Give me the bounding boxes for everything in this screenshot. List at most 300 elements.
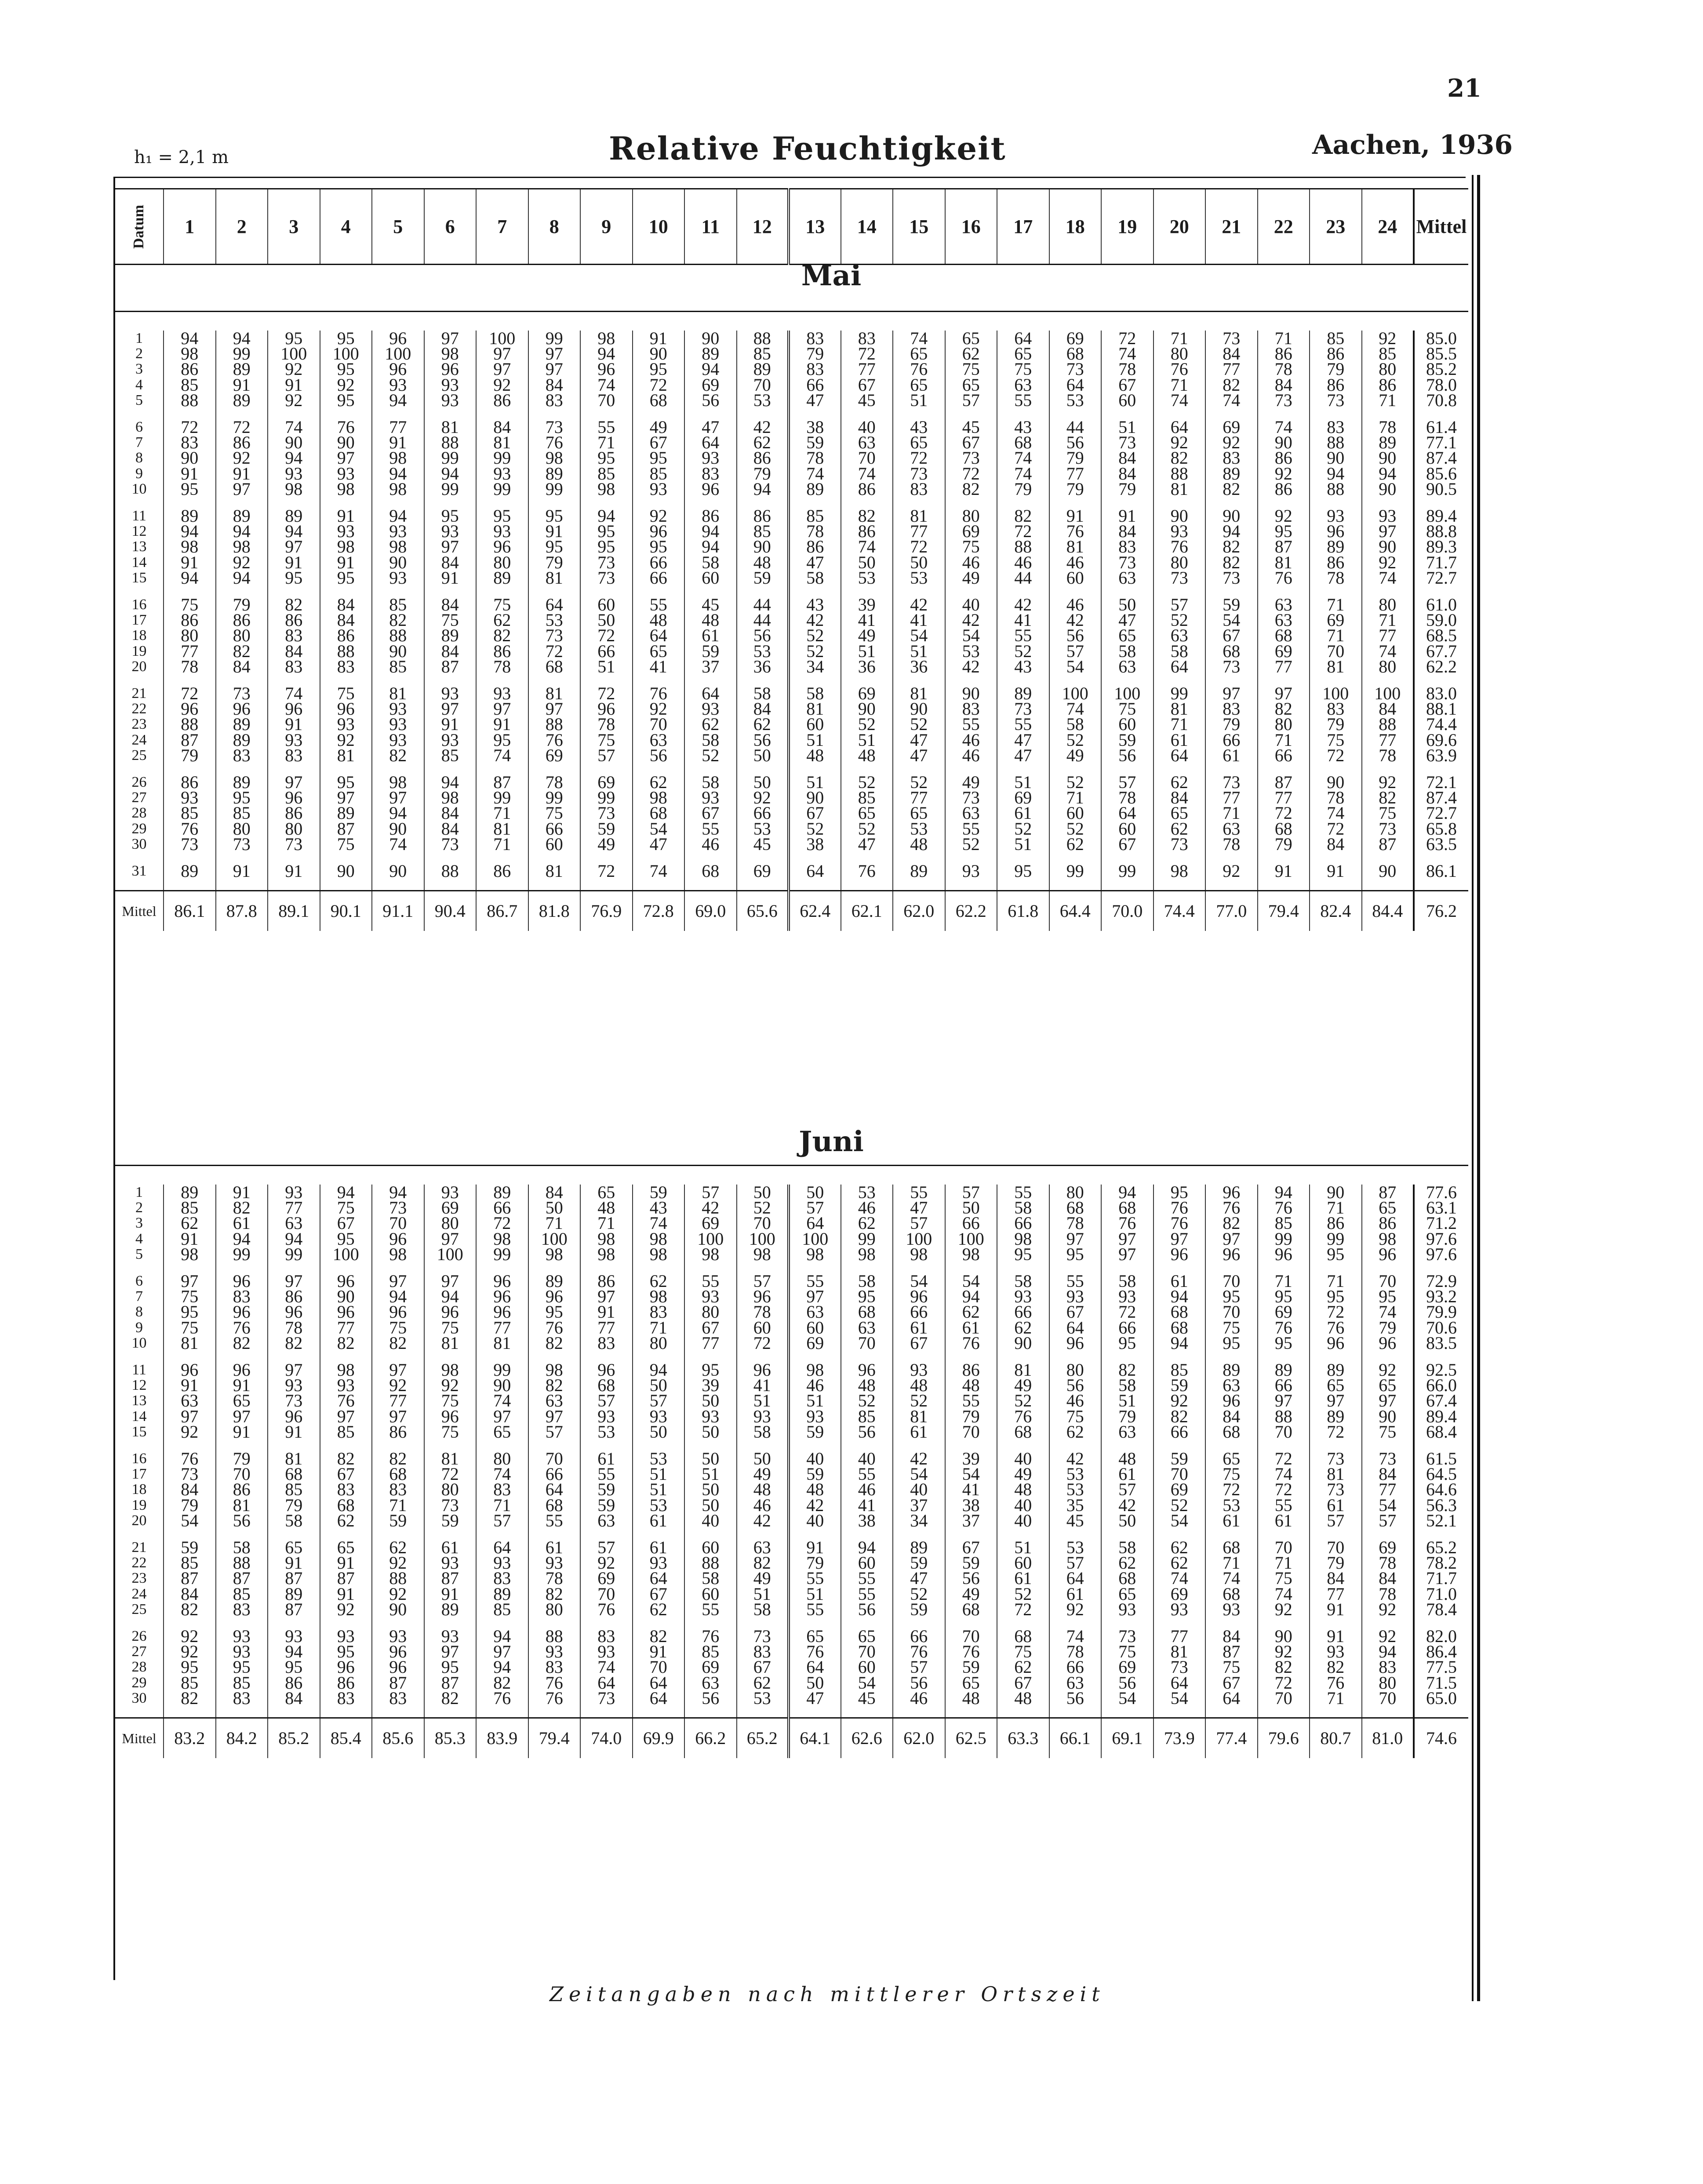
- humidity-cell: 48: [841, 748, 893, 763]
- humidity-cell: 65: [1310, 1377, 1362, 1393]
- humidity-cell: 55: [580, 419, 633, 435]
- humidity-cell: 77: [1154, 1628, 1206, 1644]
- humidity-cell: 54: [1049, 659, 1102, 674]
- humidity-cell: 85: [684, 1644, 737, 1659]
- humidity-cell: 79: [945, 1409, 997, 1424]
- humidity-cell: 53: [737, 1690, 789, 1706]
- humidity-cell: 97: [789, 1289, 841, 1304]
- humidity-cell: 55: [945, 1393, 997, 1408]
- humidity-cell: 62: [684, 716, 737, 732]
- humidity-cell: 94: [268, 523, 320, 539]
- humidity-cell: 92: [1258, 1602, 1310, 1617]
- humidity-cell: 84: [1154, 790, 1206, 805]
- humidity-cell: 89: [216, 361, 268, 377]
- humidity-cell: 79: [789, 1555, 841, 1570]
- humidity-cell: 91: [1258, 863, 1310, 879]
- hourly-mean-cell: 91.1: [372, 891, 424, 931]
- humidity-cell: 63: [945, 805, 997, 821]
- humidity-cell: 91: [268, 1424, 320, 1439]
- humidity-cell: 88: [997, 539, 1049, 554]
- humidity-cell: 93: [424, 1628, 477, 1644]
- humidity-cell: 83: [476, 1482, 528, 1497]
- humidity-cell: 89: [1310, 1362, 1362, 1377]
- humidity-cell: 89: [997, 686, 1049, 701]
- humidity-cell: 95: [320, 361, 372, 377]
- humidity-cell: 93: [268, 1628, 320, 1644]
- humidity-cell: 72: [1310, 821, 1362, 836]
- humidity-cell: 77: [372, 419, 424, 435]
- humidity-cell: 51: [789, 1393, 841, 1408]
- humidity-cell: 86: [1310, 377, 1362, 392]
- humidity-cell: 52: [841, 1393, 893, 1408]
- humidity-cell: 48: [789, 1482, 841, 1497]
- humidity-cell: 91: [164, 466, 216, 481]
- humidity-cell: 95: [268, 1659, 320, 1675]
- humidity-cell: 92: [633, 508, 685, 523]
- humidity-cell: 65: [476, 1424, 528, 1439]
- humidity-cell: 98: [476, 1231, 528, 1246]
- humidity-cell: 87: [164, 732, 216, 748]
- humidity-cell: 65: [997, 346, 1049, 361]
- humidity-cell: 91: [372, 435, 424, 450]
- humidity-cell: 60: [841, 1659, 893, 1675]
- humidity-cell: 53: [1049, 1540, 1102, 1555]
- humidity-cell: 67: [1101, 836, 1154, 852]
- humidity-cell: 61: [216, 1215, 268, 1231]
- hour-header-20: 20: [1154, 189, 1206, 265]
- humidity-cell: 70: [1205, 1304, 1258, 1319]
- humidity-cell: 58: [1154, 643, 1206, 659]
- daily-mean-cell: 86.1: [1414, 863, 1468, 879]
- humidity-cell: 83: [372, 1690, 424, 1706]
- humidity-cell: 43: [893, 419, 945, 435]
- humidity-cell: 98: [320, 1362, 372, 1377]
- humidity-cell: 73: [945, 790, 997, 805]
- humidity-cell: 41: [841, 612, 893, 628]
- humidity-cell: 91: [216, 1424, 268, 1439]
- humidity-cell: 48: [684, 612, 737, 628]
- humidity-cell: 47: [841, 836, 893, 852]
- hourly-mean-cell: 85.3: [424, 1718, 477, 1759]
- humidity-cell: 46: [1049, 1393, 1102, 1408]
- humidity-cell: 78: [476, 659, 528, 674]
- humidity-cell: 58: [1101, 1540, 1154, 1555]
- humidity-cell: 55: [945, 821, 997, 836]
- humidity-cell: 85: [216, 1586, 268, 1602]
- hour-header-4: 4: [320, 189, 372, 265]
- humidity-cell: 90: [1362, 1409, 1414, 1424]
- humidity-cell: 73: [580, 805, 633, 821]
- humidity-cell: 99: [580, 790, 633, 805]
- humidity-cell: 95: [997, 863, 1049, 879]
- humidity-cell: 91: [424, 570, 477, 585]
- humidity-cell: 91: [268, 377, 320, 392]
- humidity-cell: 63: [684, 1675, 737, 1690]
- humidity-cell: 63: [1049, 1675, 1102, 1690]
- humidity-cell: 69: [945, 523, 997, 539]
- humidity-cell: 85: [164, 1555, 216, 1570]
- humidity-cell: 80: [528, 1602, 581, 1617]
- group-spacer: [115, 1706, 1468, 1718]
- humidity-cell: 83: [268, 748, 320, 763]
- humidity-cell: 85: [737, 346, 789, 361]
- humidity-cell: 76: [216, 1320, 268, 1335]
- day-cell: 24: [131, 732, 147, 748]
- humidity-cell: 69: [997, 790, 1049, 805]
- day-cell: 16: [131, 1451, 147, 1467]
- humidity-cell: 91: [216, 863, 268, 879]
- humidity-cell: 78: [528, 1570, 581, 1586]
- humidity-cell: 68: [1205, 1586, 1258, 1602]
- humidity-cell: 87: [424, 659, 477, 674]
- humidity-cell: 70: [580, 392, 633, 408]
- humidity-cell: 97: [268, 539, 320, 554]
- daily-mean-cell: 87.4: [1414, 790, 1468, 805]
- humidity-cell: 97: [216, 1409, 268, 1424]
- hour-header-10: 10: [633, 189, 685, 265]
- humidity-cell: 96: [737, 1289, 789, 1304]
- humidity-cell: 85: [737, 523, 789, 539]
- humidity-cell: 64: [997, 331, 1049, 346]
- humidity-cell: 92: [1258, 508, 1310, 523]
- group-spacer: [115, 674, 1468, 686]
- humidity-cell: 66: [893, 1304, 945, 1319]
- humidity-cell: 55: [789, 1602, 841, 1617]
- humidity-cell: 46: [841, 1482, 893, 1497]
- humidity-cell: 100: [945, 1231, 997, 1246]
- humidity-cell: 99: [268, 1246, 320, 1262]
- humidity-cell: 86: [320, 628, 372, 643]
- humidity-cell: 94: [1362, 466, 1414, 481]
- humidity-cell: 90: [164, 450, 216, 465]
- daily-mean-cell: 74.4: [1414, 716, 1468, 732]
- daily-mean-cell: 78.4: [1414, 1602, 1468, 1617]
- humidity-cell: 78: [1362, 419, 1414, 435]
- humidity-cell: 70: [1310, 643, 1362, 659]
- humidity-cell: 84: [320, 612, 372, 628]
- humidity-cell: 49: [945, 1586, 997, 1602]
- humidity-cell: 84: [268, 1690, 320, 1706]
- humidity-cell: 47: [684, 419, 737, 435]
- humidity-cell: 63: [1205, 821, 1258, 836]
- humidity-cell: 67: [320, 1215, 372, 1231]
- humidity-cell: 68: [684, 863, 737, 879]
- humidity-cell: 56: [1101, 1675, 1154, 1690]
- humidity-cell: 73: [1310, 1482, 1362, 1497]
- table-row: [115, 1273, 1468, 1289]
- humidity-cell: 69: [684, 1659, 737, 1675]
- humidity-cell: 76: [684, 1628, 737, 1644]
- humidity-cell: 91: [268, 716, 320, 732]
- day-cell: 12: [131, 523, 147, 539]
- day-cell: 6: [135, 419, 143, 435]
- humidity-cell: 83: [580, 1335, 633, 1351]
- humidity-cell: 96: [1362, 1335, 1414, 1351]
- hourly-mean-cell: 76.9: [580, 891, 633, 931]
- humidity-cell: 72: [580, 686, 633, 701]
- daily-mean-cell: 61.4: [1414, 419, 1468, 435]
- humidity-cell: 60: [841, 1555, 893, 1570]
- humidity-cell: 73: [216, 836, 268, 852]
- humidity-cell: 76: [633, 686, 685, 701]
- humidity-cell: 51: [997, 1540, 1049, 1555]
- humidity-cell: 90: [1362, 481, 1414, 497]
- humidity-cell: 90: [893, 701, 945, 716]
- day-cell: 26: [131, 1628, 147, 1644]
- humidity-cell: 76: [1310, 1320, 1362, 1335]
- humidity-cell: 65: [945, 331, 997, 346]
- humidity-cell: 82: [164, 1690, 216, 1706]
- humidity-cell: 88: [372, 628, 424, 643]
- table-row: [115, 686, 1468, 701]
- humidity-cell: 84: [1101, 450, 1154, 465]
- humidity-cell: 98: [997, 1231, 1049, 1246]
- humidity-cell: 92: [216, 450, 268, 465]
- humidity-cell: 53: [1049, 392, 1102, 408]
- humidity-cell: 75: [1362, 805, 1414, 821]
- humidity-cell: 69: [580, 1570, 633, 1586]
- group-spacer: [115, 1262, 1468, 1273]
- humidity-cell: 75: [320, 836, 372, 852]
- humidity-cell: 91: [268, 1555, 320, 1570]
- humidity-cell: 63: [737, 1540, 789, 1555]
- humidity-cell: 91: [1310, 1602, 1362, 1617]
- hourly-mean-cell: 62.2: [945, 891, 997, 931]
- table-row: [115, 570, 1468, 585]
- humidity-cell: 59: [789, 435, 841, 450]
- humidity-cell: 69: [1205, 419, 1258, 435]
- humidity-cell: 70: [1154, 1466, 1206, 1482]
- humidity-cell: 41: [945, 1482, 997, 1497]
- hourly-mean-row: [115, 891, 1468, 931]
- humidity-cell: 80: [1258, 716, 1310, 732]
- humidity-cell: 71: [580, 435, 633, 450]
- humidity-cell: 89: [216, 732, 268, 748]
- humidity-cell: 80: [1362, 597, 1414, 612]
- humidity-cell: 94: [684, 361, 737, 377]
- daily-mean-cell: 71.5: [1414, 1675, 1468, 1690]
- humidity-cell: 95: [528, 508, 581, 523]
- humidity-cell: 99: [216, 346, 268, 361]
- humidity-cell: 97: [424, 331, 477, 346]
- daily-mean-cell: 70.6: [1414, 1320, 1468, 1335]
- humidity-cell: 99: [528, 331, 581, 346]
- humidity-cell: 94: [372, 1185, 424, 1200]
- humidity-cell: 55: [997, 716, 1049, 732]
- humidity-cell: 37: [684, 659, 737, 674]
- humidity-cell: 98: [424, 346, 477, 361]
- table-row: [115, 821, 1468, 836]
- humidity-cell: 81: [528, 570, 581, 585]
- humidity-cell: 68: [580, 1377, 633, 1393]
- table-row: [115, 1586, 1468, 1602]
- humidity-cell: 61: [528, 1540, 581, 1555]
- humidity-cell: 65: [633, 643, 685, 659]
- humidity-cell: 82: [372, 1451, 424, 1466]
- humidity-cell: 55: [684, 821, 737, 836]
- humidity-cell: 59: [945, 1555, 997, 1570]
- humidity-cell: 82: [1154, 1409, 1206, 1424]
- humidity-cell: 62: [1049, 836, 1102, 852]
- humidity-cell: 60: [684, 1540, 737, 1555]
- hourly-mean-cell: 85.6: [372, 1718, 424, 1759]
- humidity-cell: 52: [789, 643, 841, 659]
- humidity-cell: 86: [164, 361, 216, 377]
- humidity-cell: 82: [1205, 377, 1258, 392]
- table-row: [115, 1540, 1468, 1555]
- day-cell: 21: [131, 1540, 147, 1555]
- humidity-cell: 88: [1310, 481, 1362, 497]
- humidity-cell: 68: [1154, 1320, 1206, 1335]
- humidity-cell: 59: [633, 1185, 685, 1200]
- humidity-cell: 91: [1310, 863, 1362, 879]
- humidity-cell: 66: [1258, 748, 1310, 763]
- humidity-cell: 52: [1154, 612, 1206, 628]
- humidity-cell: 68: [1049, 346, 1102, 361]
- humidity-cell: 82: [1310, 1659, 1362, 1675]
- humidity-cell: 79: [164, 748, 216, 763]
- humidity-cell: 96: [476, 539, 528, 554]
- humidity-cell: 83: [268, 659, 320, 674]
- humidity-cell: 80: [424, 1215, 477, 1231]
- humidity-cell: 79: [268, 1497, 320, 1513]
- hourly-mean-cell: 62.1: [841, 891, 893, 931]
- humidity-cell: 92: [1362, 331, 1414, 346]
- humidity-cell: 60: [789, 1320, 841, 1335]
- humidity-cell: 94: [1154, 1289, 1206, 1304]
- humidity-cell: 96: [476, 1273, 528, 1289]
- humidity-cell: 61: [1101, 1466, 1154, 1482]
- daily-mean-cell: 61.0: [1414, 597, 1468, 612]
- humidity-cell: 52: [1049, 732, 1102, 748]
- humidity-cell: 57: [1154, 597, 1206, 612]
- humidity-cell: 87: [164, 1570, 216, 1586]
- day-cell: 27: [131, 790, 147, 806]
- humidity-cell: 85: [1362, 346, 1414, 361]
- hour-header-6: 6: [424, 189, 477, 265]
- humidity-cell: 59: [580, 1497, 633, 1513]
- humidity-cell: 73: [1362, 821, 1414, 836]
- humidity-cell: 55: [841, 1586, 893, 1602]
- humidity-cell: 56: [1049, 1377, 1102, 1393]
- humidity-cell: 75: [372, 1320, 424, 1335]
- humidity-cell: 37: [945, 1513, 997, 1528]
- humidity-cell: 76: [320, 1393, 372, 1408]
- humidity-cell: 44: [997, 570, 1049, 585]
- humidity-cell: 96: [216, 701, 268, 716]
- humidity-cell: 49: [945, 774, 997, 790]
- humidity-cell: 73: [164, 1466, 216, 1482]
- humidity-cell: 93: [320, 1377, 372, 1393]
- humidity-cell: 61: [997, 805, 1049, 821]
- humidity-cell: 70: [737, 1215, 789, 1231]
- humidity-cell: 96: [580, 701, 633, 716]
- humidity-cell: 100: [789, 1231, 841, 1246]
- humidity-cell: 70: [841, 1335, 893, 1351]
- humidity-cell: 81: [268, 1451, 320, 1466]
- humidity-cell: 62: [1154, 1555, 1206, 1570]
- humidity-cell: 93: [633, 481, 685, 497]
- humidity-cell: 93: [684, 1409, 737, 1424]
- humidity-cell: 62: [1154, 774, 1206, 790]
- humidity-cell: 78: [789, 523, 841, 539]
- humidity-cell: 93: [268, 732, 320, 748]
- humidity-cell: 86: [1310, 555, 1362, 570]
- table-row: [115, 435, 1468, 450]
- humidity-cell: 78: [1049, 1644, 1102, 1659]
- hourly-mean-cell: 62.4: [789, 891, 841, 931]
- humidity-cell: 67: [1205, 628, 1258, 643]
- humidity-cell: 55: [997, 1185, 1049, 1200]
- humidity-cell: 70: [1205, 1273, 1258, 1289]
- humidity-cell: 75: [164, 597, 216, 612]
- humidity-cell: 81: [528, 686, 581, 701]
- humidity-cell: 84: [164, 1482, 216, 1497]
- day-cell: 9: [135, 465, 143, 481]
- humidity-cell: 94: [580, 508, 633, 523]
- humidity-cell: 75: [945, 539, 997, 554]
- humidity-cell: 64: [633, 1690, 685, 1706]
- day-cell: 20: [131, 658, 147, 675]
- humidity-cell: 93: [633, 1409, 685, 1424]
- day-cell: 11: [132, 508, 146, 524]
- humidity-cell: 76: [1101, 1215, 1154, 1231]
- humidity-cell: 87: [476, 774, 528, 790]
- humidity-cell: 68: [1205, 643, 1258, 659]
- humidity-cell: 73: [1205, 659, 1258, 674]
- humidity-cell: 66: [893, 1628, 945, 1644]
- day-cell: 29: [131, 1675, 147, 1690]
- humidity-cell: 78: [1362, 748, 1414, 763]
- humidity-cell: 70: [1258, 1540, 1310, 1555]
- humidity-cell: 48: [1101, 1451, 1154, 1466]
- humidity-cell: 81: [1154, 1644, 1206, 1659]
- humidity-cell: 60: [684, 1586, 737, 1602]
- group-spacer: [115, 1617, 1468, 1628]
- humidity-cell: 37: [893, 1497, 945, 1513]
- hourly-mean-cell: 90.1: [320, 891, 372, 931]
- daily-mean-cell: 92.5: [1414, 1362, 1468, 1377]
- hour-header-9: 9: [580, 189, 633, 265]
- humidity-cell: 93: [580, 1409, 633, 1424]
- humidity-cell: 81: [1310, 659, 1362, 674]
- daily-mean-cell: 66.0: [1414, 1377, 1468, 1393]
- humidity-cell: 65: [841, 805, 893, 821]
- humidity-cell: 78: [1362, 1586, 1414, 1602]
- humidity-cell: 91: [1049, 508, 1102, 523]
- humidity-cell: 90: [945, 686, 997, 701]
- humidity-cell: 85: [372, 597, 424, 612]
- table-row: [115, 450, 1468, 465]
- humidity-cell: 95: [424, 508, 477, 523]
- humidity-cell: 76: [1258, 1320, 1310, 1335]
- daily-mean-cell: 97.6: [1414, 1231, 1468, 1246]
- humidity-cell: 64: [684, 686, 737, 701]
- humidity-cell: 72: [1258, 1482, 1310, 1497]
- daily-mean-cell: 72.1: [1414, 774, 1468, 790]
- table-row: [115, 659, 1468, 674]
- humidity-cell: 70: [1258, 1424, 1310, 1439]
- humidity-cell: 55: [580, 1466, 633, 1482]
- humidity-cell: 56: [841, 1602, 893, 1617]
- humidity-cell: 70: [945, 1424, 997, 1439]
- humidity-cell: 89: [268, 508, 320, 523]
- humidity-cell: 89: [216, 392, 268, 408]
- humidity-cell: 93: [320, 716, 372, 732]
- day-cell: 19: [131, 1497, 147, 1513]
- humidity-cell: 75: [164, 1320, 216, 1335]
- table-row: [115, 361, 1468, 377]
